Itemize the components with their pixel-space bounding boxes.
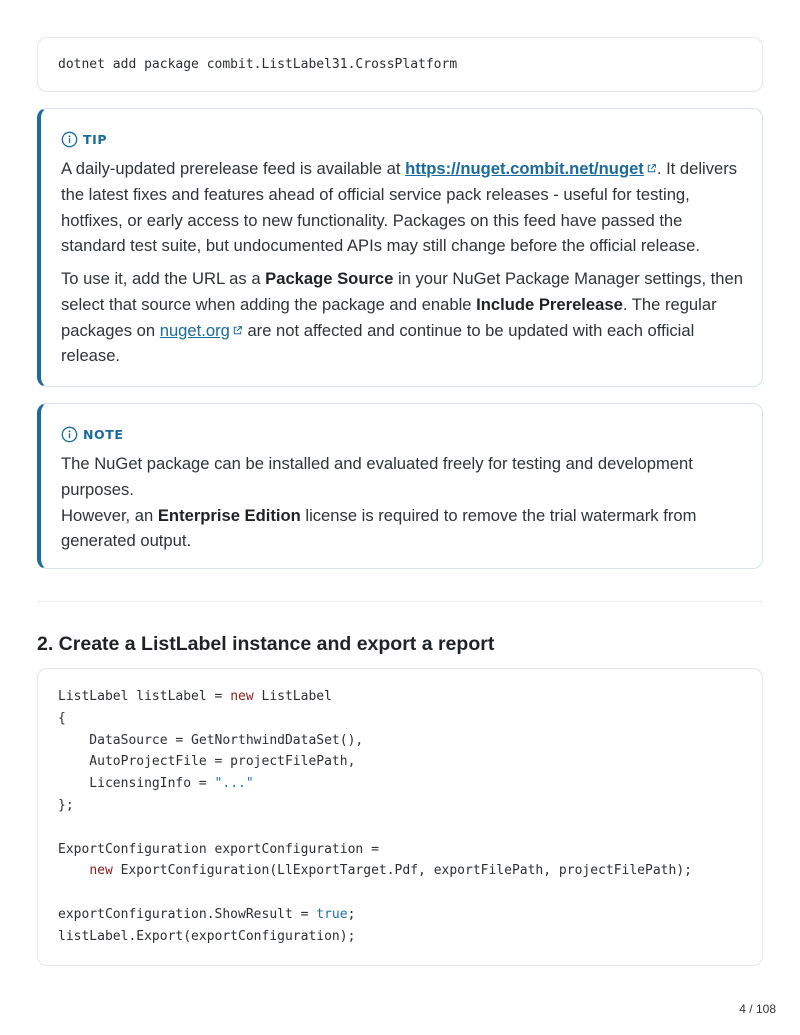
code-token: ListLabel listLabel = xyxy=(58,689,231,704)
code-string: "..." xyxy=(214,776,254,792)
nuget-org-link[interactable]: nuget.org xyxy=(159,320,230,340)
code-keyword: new xyxy=(89,863,113,879)
package-source-term: Package Source xyxy=(265,269,394,288)
note-line-1: The NuGet package can be installed and evaluated freely for testing and development purposes. xyxy=(61,454,693,499)
install-command: dotnet add package combit.ListLabel31.CrossPlatform xyxy=(58,57,458,72)
example-code-block xyxy=(37,668,763,966)
external-link-icon xyxy=(646,163,657,174)
note-text: license is required to remove the trial watermark from generated output. xyxy=(61,505,697,551)
code-token: exportConfiguration.ShowResult = xyxy=(58,906,317,922)
note-body xyxy=(61,451,751,554)
page-number: 4 / 108 xyxy=(739,1002,776,1016)
code-token xyxy=(58,863,89,878)
note-line-2 xyxy=(61,503,751,555)
tip-callout xyxy=(37,108,763,387)
code-line xyxy=(58,773,692,795)
code-line xyxy=(58,860,692,882)
code-token: LicensingInfo = xyxy=(58,776,215,792)
code-line: AutoProjectFile = projectFilePath, xyxy=(58,754,356,770)
section-heading: 2. Create a ListLabel instance and export a report xyxy=(37,633,495,655)
code-line: ExportConfiguration exportConfiguration = xyxy=(58,841,379,857)
tip-text: A daily-updated prerelease feed is available at xyxy=(61,159,406,178)
code-keyword: new xyxy=(230,689,254,704)
tip-text: are not affected and continue to be updated with each official release. xyxy=(61,320,695,366)
note-text: However, an xyxy=(61,505,158,525)
install-code-block xyxy=(37,37,763,92)
code-line: }; xyxy=(58,797,74,813)
code-line: DataSource = GetNorthwindDataSet(), xyxy=(58,732,364,748)
code-line: listLabel.Export(exportConfiguration); xyxy=(58,928,356,944)
tip-paragraph-2 xyxy=(61,266,751,369)
external-link-icon xyxy=(232,325,243,336)
code-blank-line xyxy=(58,882,692,904)
code-blank-line xyxy=(58,817,692,839)
code-token: ExportConfiguration(LlExportTarget.Pdf, exportFilePath, projectFilePath); xyxy=(112,863,692,879)
code-line xyxy=(58,686,692,708)
note-label: NOTE xyxy=(83,427,124,442)
code-boolean: true xyxy=(316,906,348,922)
tip-header xyxy=(61,131,107,148)
tip-text: To use it, add the URL as a xyxy=(61,269,266,288)
include-prerelease-term: Include Prerelease xyxy=(476,294,623,314)
note-callout xyxy=(37,403,763,569)
tip-text: . It delivers the latest fixes and features ahead of official service pack releases - useful for testing, hotfixes, or early access to new functionality. Packages on this feed have passed the standard test suite, but undocumented APIs may still change before the official release. xyxy=(61,159,738,256)
prerelease-feed-link[interactable]: https://nuget.combit.net/nuget xyxy=(405,159,644,178)
code-lines xyxy=(58,686,692,948)
tip-text: . The regular packages on xyxy=(61,294,717,340)
code-line xyxy=(58,904,692,926)
info-icon xyxy=(61,131,78,148)
code-line: { xyxy=(58,710,66,726)
code-token: ListLabel xyxy=(253,689,332,704)
code-token: ; xyxy=(347,906,356,922)
note-header xyxy=(61,426,124,443)
enterprise-edition-term: Enterprise Edition xyxy=(157,505,301,525)
tip-label: TIP xyxy=(83,132,108,147)
info-icon xyxy=(61,426,78,443)
tip-text: in your NuGet Package Manager settings, then select that source when adding the package and enable xyxy=(61,269,743,314)
section-divider xyxy=(37,601,763,602)
tip-paragraph-1 xyxy=(61,156,751,259)
